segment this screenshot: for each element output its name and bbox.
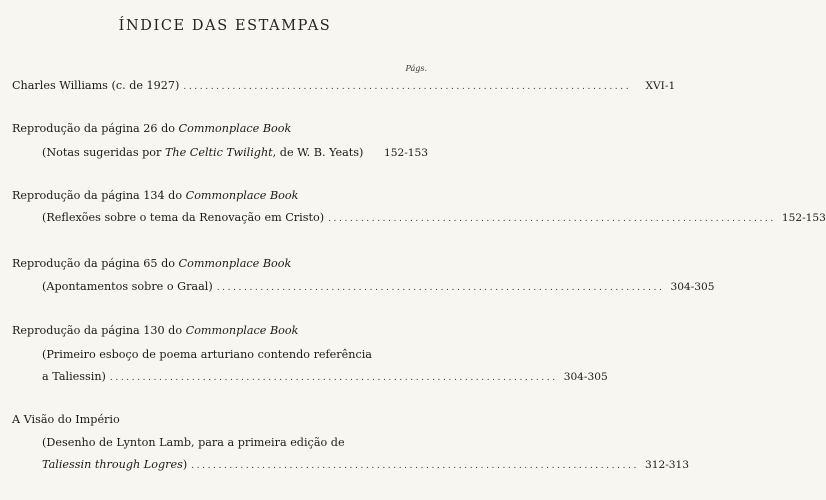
dot-leader: .................................................................................. (109, 373, 558, 383)
entry-visao-do-imperio (12, 413, 428, 427)
book-title: Commonplace Book (185, 189, 299, 202)
page-title: ÍNDICE DAS ESTAMPAS (118, 18, 332, 34)
book-title: Commonplace Book (178, 122, 292, 135)
entry-note-line-1 (42, 436, 428, 450)
entry-note: Taliessin through Logres) (42, 458, 188, 471)
entry-note: (Reflexões sobre o tema da Renovação em Cristo) (42, 211, 325, 224)
entry-note: a Taliessin) (42, 370, 106, 383)
work-title: The Celtic Twilight (164, 146, 273, 159)
dot-leader: .................................................................................. (328, 214, 776, 224)
entry-pages: 152-153 (383, 147, 428, 159)
entry-title: Reprodução da página 130 do (12, 324, 186, 337)
entry-reproduction-page-65 (12, 257, 428, 271)
entry-charles-williams (12, 79, 676, 94)
entry-title: Charles Williams (c. de 1927) (12, 79, 180, 92)
entry-note: (Apontamentos sobre o Graal) (42, 280, 213, 293)
entry-note-line-2 (42, 370, 608, 385)
entry-pages: 152-153 (781, 212, 826, 224)
book-title: Commonplace Book (185, 324, 299, 337)
entry-pages: 304-305 (563, 371, 608, 383)
entry-note: (Desenho de Lynton Lamb, para a primeira edição de (42, 436, 345, 449)
entry-reproduction-page-130 (12, 324, 428, 338)
pages-column-heading: Págs. (405, 64, 427, 73)
book-title: Commonplace Book (178, 257, 292, 270)
entry-title: A Visão do Império (12, 413, 120, 426)
dot-leader: .................................................................................. (183, 82, 632, 92)
entry-pages: XVI-1 (645, 80, 676, 92)
work-title: Taliessin through Logres (42, 458, 183, 471)
entry-note: (Primeiro esboço de poema arturiano contendo referência (42, 348, 372, 361)
entry-title: Reprodução da página 134 do (12, 189, 186, 202)
entry-note-line (42, 211, 826, 226)
entry-title: Reprodução da página 26 do (12, 122, 179, 135)
dot-leader: .................................................................................. (216, 283, 665, 293)
entry-pages: 304-305 (670, 281, 715, 293)
dot-leader: .................................................................................. (191, 461, 639, 471)
entry-note-line (42, 146, 428, 160)
entry-note-line-1 (42, 348, 428, 362)
entry-reproduction-page-26 (12, 122, 428, 136)
entry-note: (Notas sugeridas por The Celtic Twilight, de W. B. Yeats) (42, 146, 364, 159)
entry-title: Reprodução da página 65 do (12, 257, 179, 270)
entry-pages: 312-313 (644, 459, 690, 471)
entry-reproduction-page-134 (12, 189, 428, 203)
entry-note-line-2 (42, 458, 690, 473)
entry-note-line (42, 280, 715, 295)
